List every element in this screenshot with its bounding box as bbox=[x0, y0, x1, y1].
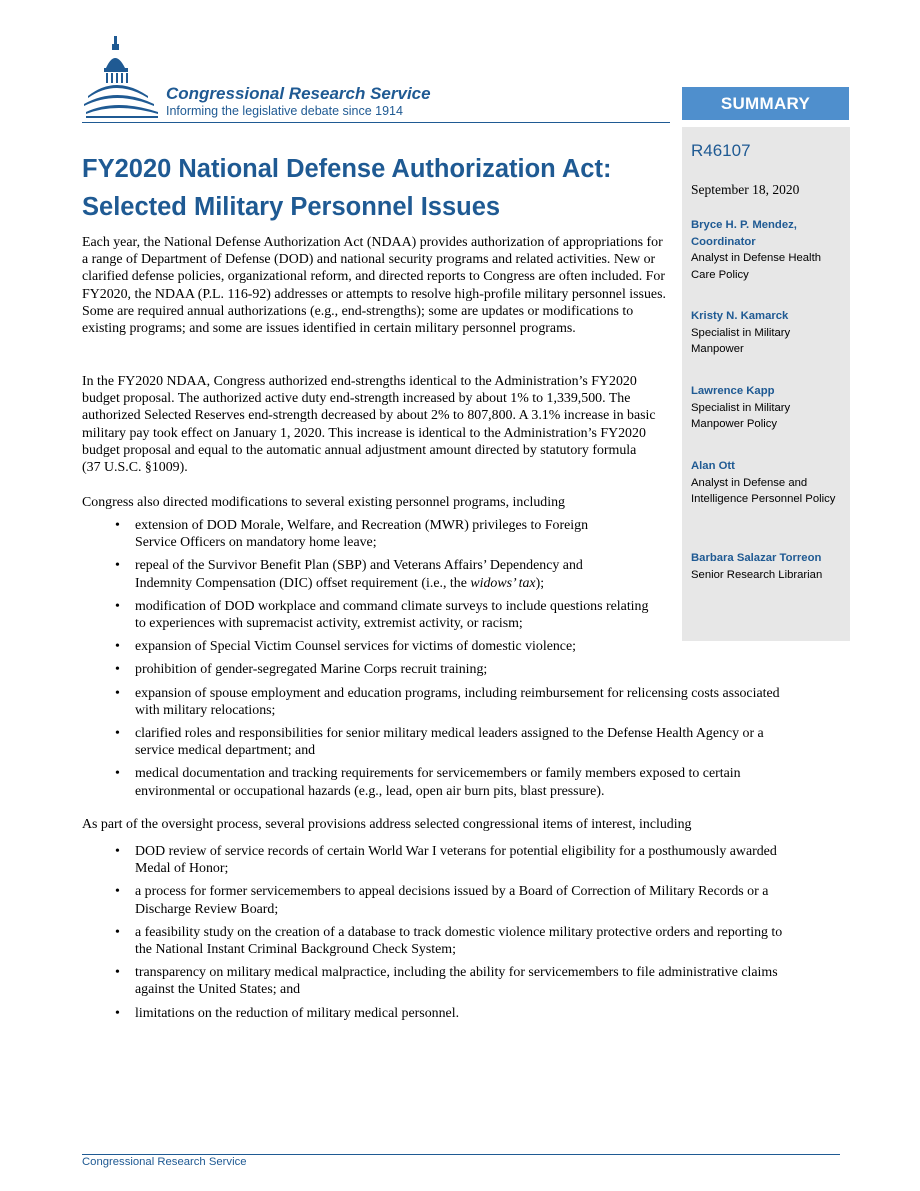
list-item-text: repeal of the Survivor Benefit Plan (SBP) and Veterans Affairs’ Dependency and Indemnity Compensation (DIC) offset requirement (i.e., the bbox=[135, 558, 583, 591]
author-role: Specialist in Military Manpower Policy bbox=[691, 401, 791, 430]
list-item bbox=[82, 557, 630, 591]
org-name: Congressional Research Service bbox=[166, 84, 431, 103]
list-item: • transparency on military medical malpractice, including the ability for servicemembers to file administrative claims against the United States; and bbox=[82, 964, 785, 998]
author-name: Kristy N. Kamarck bbox=[691, 310, 789, 322]
list-item: • medical documentation and tracking requirements for servicemembers or family members exposed to certain environmental or occupational hazards (e.g., lead, open air burn pits, blast pressure). bbox=[82, 765, 785, 799]
list-item: • prohibition of gender-segregated Marine Corps recruit training; bbox=[82, 661, 782, 678]
page-title: FY2020 National Defense Authorization Act: Selected Military Personnel Issues bbox=[82, 155, 612, 221]
list-item: • expansion of spouse employment and education programs, including reimbursement for relicensing costs associated with military relocations; bbox=[82, 685, 785, 719]
author-name: Lawrence Kapp bbox=[691, 385, 775, 397]
oversight-list bbox=[82, 843, 782, 1028]
org-tagline: Informing the legislative debate since 1914 bbox=[166, 104, 403, 118]
list-item: • extension of DOD Morale, Welfare, and Recreation (MWR) privileges to Foreign Service Officers on mandatory home leave; bbox=[82, 517, 630, 551]
modifications-intro: Congress also directed modifications to several existing personnel programs, including bbox=[82, 495, 565, 510]
author-name: Barbara Salazar Torreon bbox=[691, 552, 822, 564]
intro-paragraph: Each year, the National Defense Authorization Act (NDAA) provides authorization of appropriations for a range of Department of Defense (DOD) and national security programs and related activities. New or clarified defense policies, organizational reform, and directed reports to Congress are often included. For FY2020, the NDAA (P.L. 116-92) addresses or attempts to resolve high-profile military personnel issues. Some are required annual authorizations (e.g., end-strengths); some are updates or modifications to existing programs; and some are issues identified in certain military personnel programs. bbox=[82, 235, 666, 337]
author-name: Bryce H. P. Mendez, Coordinator bbox=[691, 219, 797, 248]
list-item: • expansion of Special Victim Counsel services for victims of domestic violence; bbox=[82, 638, 782, 655]
summary-label: SUMMARY bbox=[682, 87, 849, 120]
author-entry bbox=[691, 217, 846, 283]
list-item: • modification of DOD workplace and command climate surveys to include questions relating to experiences with supremacist activity, extremist activity, or racism; bbox=[82, 598, 655, 632]
list-item: • a process for former servicemembers to appeal decisions issued by a Board of Correction of Military Records or a Discharge Review Board; bbox=[82, 883, 785, 917]
list-item: • DOD review of service records of certain World War I veterans for potential eligibility for a posthumously awarded Medal of Honor; bbox=[82, 843, 785, 877]
author-entry bbox=[691, 458, 846, 508]
crs-logo bbox=[82, 34, 472, 124]
list-item: • limitations on the reduction of military medical personnel. bbox=[82, 1005, 785, 1022]
author-role: Analyst in Defense and Intelligence Personnel Policy bbox=[691, 476, 836, 505]
modifications-list bbox=[82, 517, 782, 806]
endstrength-paragraph: In the FY2020 NDAA, Congress authorized end-strengths identical to the Administration’s FY2020 budget proposal. The authorized active duty end-strength increased by about 1% to 1,339,500. The authorized Selected Reserves end-strength decreased by about 2% to 807,800. A 3.1% increase in basic military pay took effect on January 1, 2020. This increase is identical to the Administration’s FY2020 budget proposal and equal to the automatic annual adjustment amount directed by statutory formula (37 U.S.C. §1009). bbox=[82, 374, 656, 476]
footer-divider bbox=[82, 1154, 840, 1155]
author-role: Specialist in Military Manpower bbox=[691, 326, 791, 355]
footer-label: Congressional Research Service bbox=[82, 1156, 247, 1168]
author-entry bbox=[691, 383, 846, 433]
author-role: Analyst in Defense Health Care Policy bbox=[691, 252, 821, 281]
report-number: R46107 bbox=[691, 141, 751, 160]
capitol-dome-icon bbox=[82, 34, 162, 124]
header-divider bbox=[82, 122, 670, 123]
report-date: September 18, 2020 bbox=[691, 182, 800, 197]
oversight-intro: As part of the oversight process, several provisions address selected congressional items of interest, including bbox=[82, 817, 692, 832]
list-item-suffix: ); bbox=[535, 575, 545, 591]
list-item: • a feasibility study on the creation of a database to track domestic violence military protective orders and reporting to the National Instant Criminal Background Check System; bbox=[82, 924, 785, 958]
author-role: Senior Research Librarian bbox=[691, 568, 823, 581]
author-entry bbox=[691, 308, 846, 358]
author-name: Alan Ott bbox=[691, 460, 735, 472]
list-item: • clarified roles and responsibilities for senior military medical leaders assigned to the Defense Health Agency or a service medical department; and bbox=[82, 725, 785, 759]
widows-tax-term: widows’ tax bbox=[470, 575, 536, 591]
